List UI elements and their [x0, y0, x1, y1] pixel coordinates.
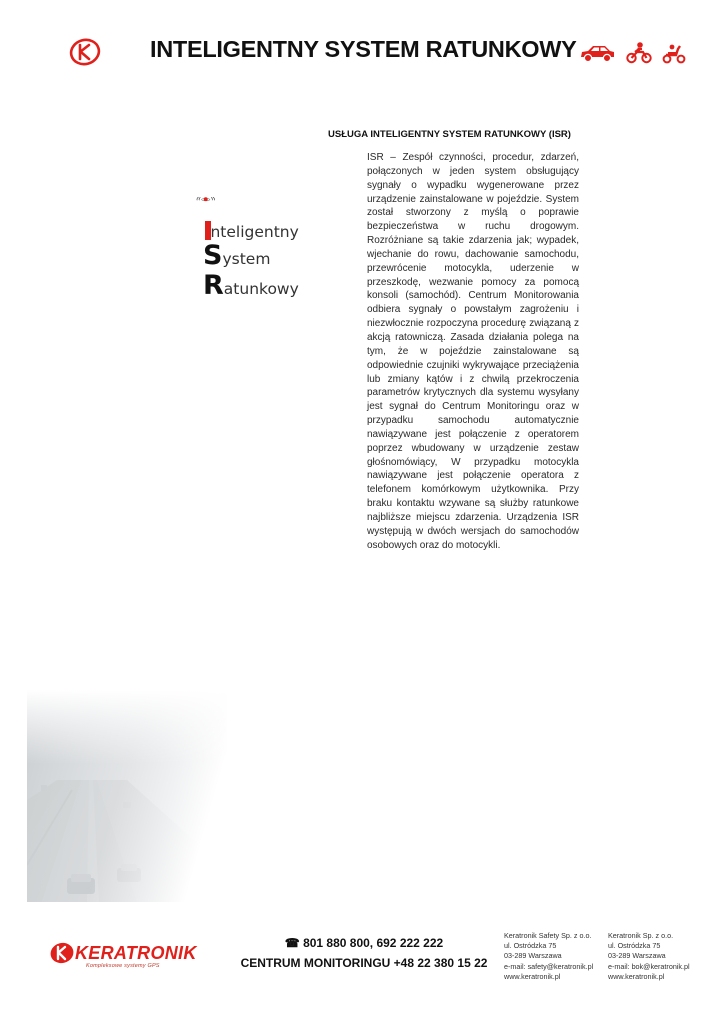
footer-brand-name: KERATRONIK — [75, 943, 197, 963]
isr-rest-ratunkowy: atunkowy — [223, 280, 299, 298]
contact-website-link[interactable]: www.keratronik.pl — [608, 971, 665, 981]
contact-street: ul. Ostródzka 75 — [504, 941, 557, 951]
contact-company: Keratronik Safety Sp. z o.o. — [504, 931, 592, 940]
foggy-highway-photo — [27, 690, 227, 902]
motorcycle-icon — [626, 41, 652, 65]
isr-rest-system: ystem — [222, 250, 271, 268]
contact-keratronik — [608, 931, 690, 982]
footer-monitoring-number: CENTRUM MONITORINGU +48 22 380 15 22 — [240, 956, 488, 970]
contact-website-link[interactable]: www.keratronik.pl — [504, 971, 561, 981]
page-title: INTELIGENTNY SYSTEM RATUNKOWY — [150, 36, 577, 62]
isr-rest-inteligentny: nteligentny — [210, 223, 299, 241]
scooter-icon — [662, 42, 686, 64]
section-heading: USŁUGA INTELIGENTNY SYSTEM RATUNKOWY (ISR) — [328, 129, 571, 140]
car-icon — [578, 42, 616, 64]
contact-email-link[interactable]: e-mail: safety@keratronik.pl — [504, 961, 594, 971]
contact-city: 03-289 Warszawa — [504, 951, 562, 961]
isr-line-inteligentny — [203, 218, 299, 242]
isr-description: ISR – Zespół czynności, procedur, zdarzeń, połączonych w jeden system obsługujący sygnały o wypadku wygenerowane przez urządzenie zainstalowane w pojeździe. System został stworzony z myślą o poprawie bezpieczeństwa w ruchu drogowym. Rozróżniane są takie zdarzenia jak; wypadek, wjechanie do rowu, dachowanie samochodu, przewrócenie motocykla, uderzenie w przeszkodę, wezwanie pomocy za pomocą konsoli (samochód). Centrum Monitorowania odbiera sygnały o powstałym zagrożeniu i niezwłocznie rozpoczyna procedurę związaną z akcją ratowniczą. Zasada działania polega na tym, że w pojeździe zainstalowane są odpowiednie czujniki wykrywające przeciążenia lub zmiany kątów i z chwilą przekroczenia parametrów krytycznych dla systemu wysyłany jest sygnał do Centrum Monitoringu oraz w przypadku samochodu automatycznie nawiązywane jest połączenie z operatorem poprzez wbudowany w urządzenie zestaw głośnomówiący, W przypadku motocykla nawiązywane jest połączenie operatora z telefonem komórkowym użytkownika. Przy braku kontaktu wzywane są służby ratunkowe najbliższe miejscu zdarzenia. Urządzenia ISR występują w dwóch wersjach do samochodów osobowych oraz do motocykli. — [367, 152, 579, 551]
isr-cap-r: R — [203, 270, 224, 301]
isr-line-system — [203, 240, 270, 271]
contact-street: ul. Ostródzka 75 — [608, 941, 661, 951]
footer-phone-numbers: ☎ 801 880 800, 692 222 222 — [284, 936, 444, 950]
footer-tagline: Kompleksowe systemy GPS — [86, 963, 160, 969]
isr-cap-s: S — [203, 240, 223, 271]
contact-keratronik-safety — [504, 931, 593, 982]
isr-line-ratunkowy — [203, 270, 299, 301]
contact-email-link[interactable]: e-mail: bok@keratronik.pl — [608, 961, 690, 971]
contact-company: Keratronik Sp. z o.o. — [608, 931, 674, 940]
keratronik-k-logo-icon — [69, 38, 101, 66]
contact-city: 03-289 Warszawa — [608, 951, 666, 961]
